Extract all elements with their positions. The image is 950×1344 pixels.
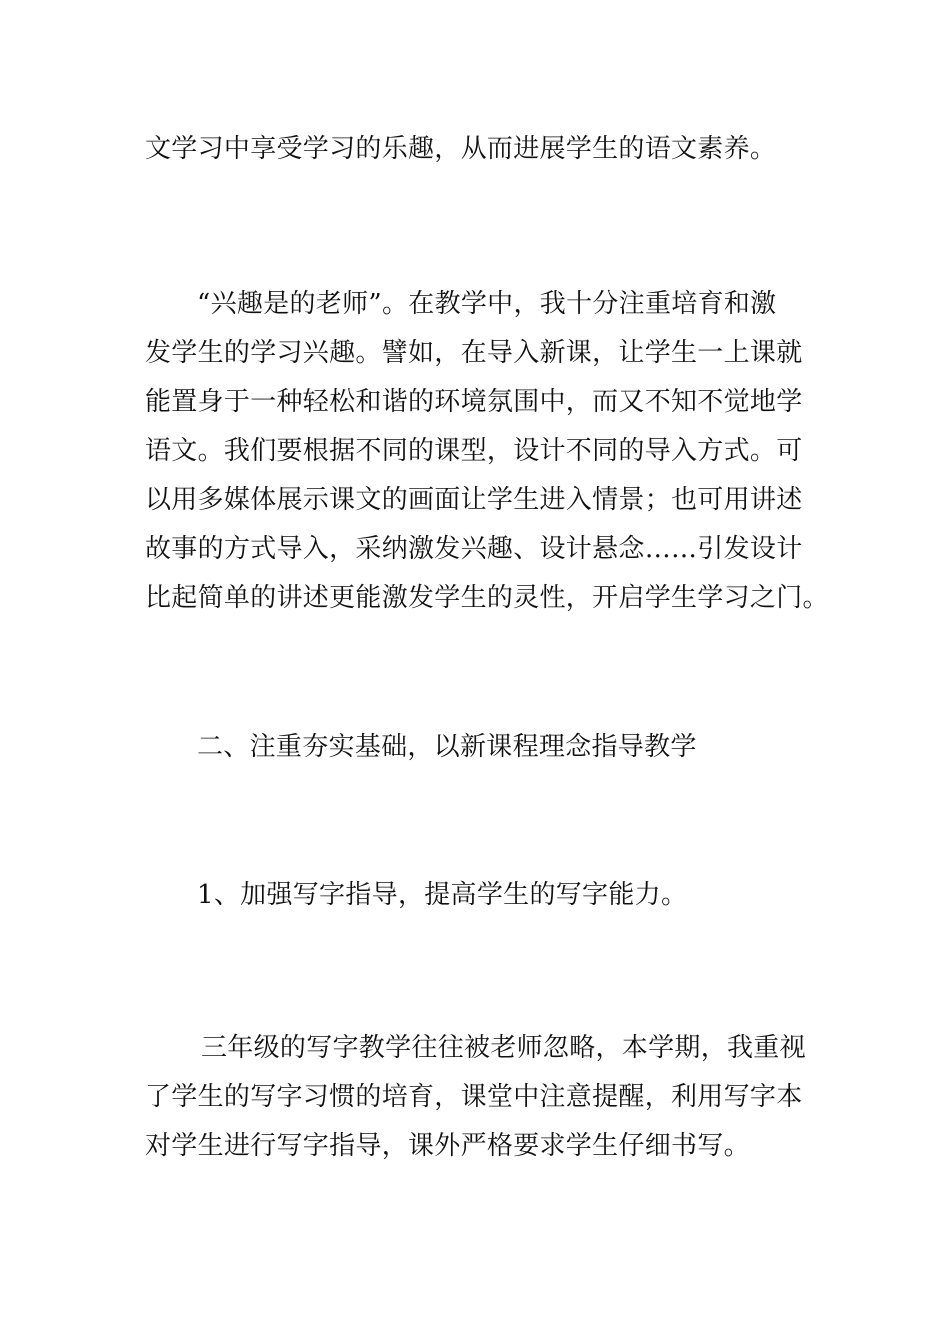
- text-line: 语文。我们要根据不同的课型，设计不同的导入方式。可: [145, 436, 803, 466]
- text-line: 发学生的学习兴趣。譬如，在导入新课，让学生一上课就: [145, 338, 803, 368]
- text-line: 比起简单的讲述更能激发学生的灵性，开启学生学习之门。: [145, 583, 829, 613]
- paragraph-writing: [145, 1024, 810, 1171]
- text-line: 以用多媒体展示课文的画面让学生进入情景；也可用讲述: [145, 485, 803, 515]
- text-line: “兴趣是的老师”。在教学中，我十分注重培育和激: [197, 289, 777, 319]
- paragraph-continuation: [145, 125, 810, 174]
- text-line: 故事的方式导入，采纳激发兴趣、设计悬念……引发设计: [145, 534, 803, 564]
- text-line: 对学生进行写字指导，课外严格要求学生仔细书写。: [145, 1131, 750, 1161]
- paragraph-interest: [145, 280, 829, 623]
- text-line: 三年级的写字教学往往被老师忽略，本学期，我重视: [201, 1033, 806, 1063]
- text-line: 能置身于一种轻松和谐的环境氛围中，而又不知不觉地学: [145, 387, 803, 417]
- text-line: 了学生的写字习惯的培育，课堂中注意提醒，利用写字本: [145, 1082, 803, 1112]
- heading-text: 1、加强写字指导，提高学生的写字能力。: [197, 880, 688, 910]
- text-line: 文学习中享受学习的乐趣，从而进展学生的语文素养。: [145, 134, 777, 164]
- section-heading: [145, 723, 810, 772]
- heading-text: 二、注重夯实基础，以新课程理念指导教学: [197, 732, 697, 762]
- subsection-heading: [145, 871, 810, 920]
